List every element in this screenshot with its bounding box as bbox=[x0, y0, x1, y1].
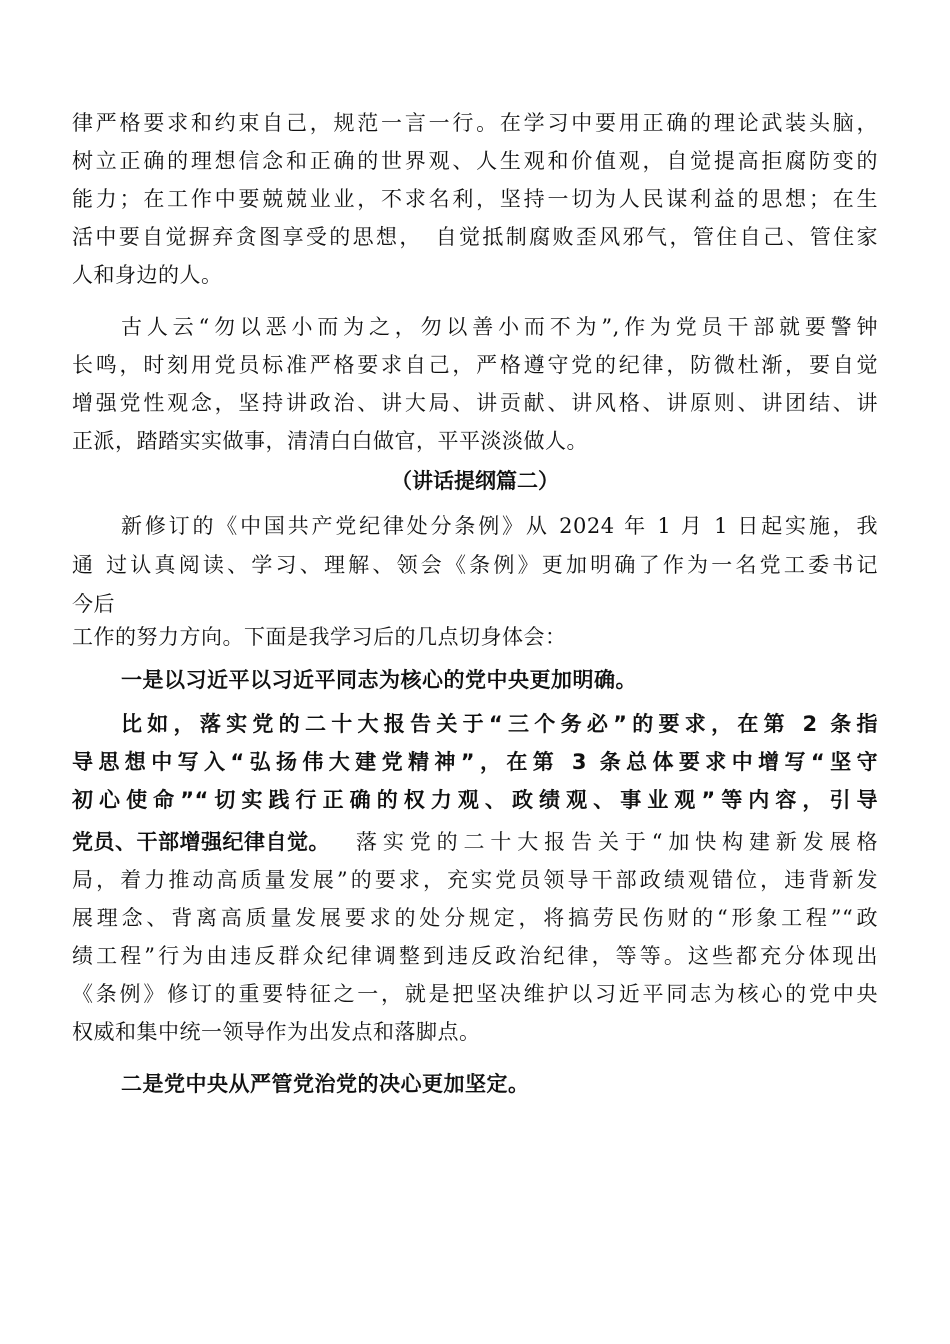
paragraph-line: 活中要自觉摒弃贪图享受的思想， 自觉抵制腐败歪风邪气，管住自己、管住家 bbox=[72, 225, 878, 249]
paragraph-line: 权威和集中统一领导作为出发点和落脚点。 bbox=[72, 1020, 481, 1044]
paragraph-line: 树立正确的理想信念和正确的世界观、人生观和价值观，自觉提高拒腐防变的 bbox=[72, 149, 878, 173]
point-heading: 二是党中央从严管党治党的决心更加坚定。 bbox=[121, 1072, 530, 1096]
paragraph-line: 能力；在工作中要兢兢业业，不求名利，坚持一切为人民谋利益的思想；在生 bbox=[72, 187, 878, 211]
paragraph-line: 长鸣，时刻用党员标准严格要求自己，严格遵守党的纪律，防微杜渐，要自觉 bbox=[72, 353, 878, 377]
paragraph-line: 今后 bbox=[72, 592, 115, 616]
paragraph-line: 绩工程”行为由违反群众纪律调整到违反政治纪律，等等。这些都充分体现出 bbox=[72, 944, 878, 968]
section-heading: （讲话提纲篇二） bbox=[391, 469, 559, 493]
paragraph-line: 落实党的二十大报告关于“加快构建新发展格 bbox=[356, 830, 878, 854]
paragraph-line: 正派，踏踏实实做事，清清白白做官，平平淡淡做人。 bbox=[72, 429, 588, 453]
paragraph-line: 律严格要求和约束自己，规范一言一行。在学习中要用正确的理论武装头脑， bbox=[72, 111, 878, 135]
paragraph-line-bold: 导思想中写入“弘扬伟大建党精神”，在第 3 条总体要求中增写“坚守 bbox=[72, 750, 878, 774]
paragraph-line: 工作的努力方向。下面是我学习后的几点切身体会： bbox=[72, 625, 567, 649]
paragraph-line: 人和身边的人。 bbox=[72, 263, 223, 287]
paragraph-line-bold: 初心使命”“切实践行正确的权力观、政绩观、事业观”等内容，引导 bbox=[72, 788, 878, 812]
point-heading: 一是以习近平以习近平同志为核心的党中央更加明确。 bbox=[121, 668, 637, 692]
paragraph-line-bold: 比如，落实党的二十大报告关于“三个务必”的要求，在第 2 条指 bbox=[121, 712, 878, 736]
paragraph-line: 《条例》修订的重要特征之一，就是把坚决维护以习近平同志为核心的党中央 bbox=[72, 982, 878, 1006]
paragraph-line: 新修订的《中国共产党纪律处分条例》从 2024 年 1 月 1 日起实施，我 bbox=[121, 514, 878, 538]
paragraph-line: 展理念、背离高质量发展要求的处分规定，将搞劳民伤财的“形象工程”“政 bbox=[72, 906, 878, 930]
paragraph-line: 通 过认真阅读、学习、理解、领会《条例》更加明确了作为一名党工委书记 bbox=[72, 553, 878, 577]
paragraph-line: 增强党性观念，坚持讲政治、讲大局、讲贡献、讲风格、讲原则、讲团结、讲 bbox=[72, 391, 878, 415]
paragraph-line-bold: 党员、干部增强纪律自觉。 bbox=[72, 830, 330, 854]
paragraph-line: 古人云“勿以恶小而为之，勿以善小而不为”,作为党员干部就要警钟 bbox=[121, 315, 878, 339]
paragraph-line: 局，着力推动高质量发展”的要求，充实党员领导干部政绩观错位，违背新发 bbox=[72, 868, 878, 892]
